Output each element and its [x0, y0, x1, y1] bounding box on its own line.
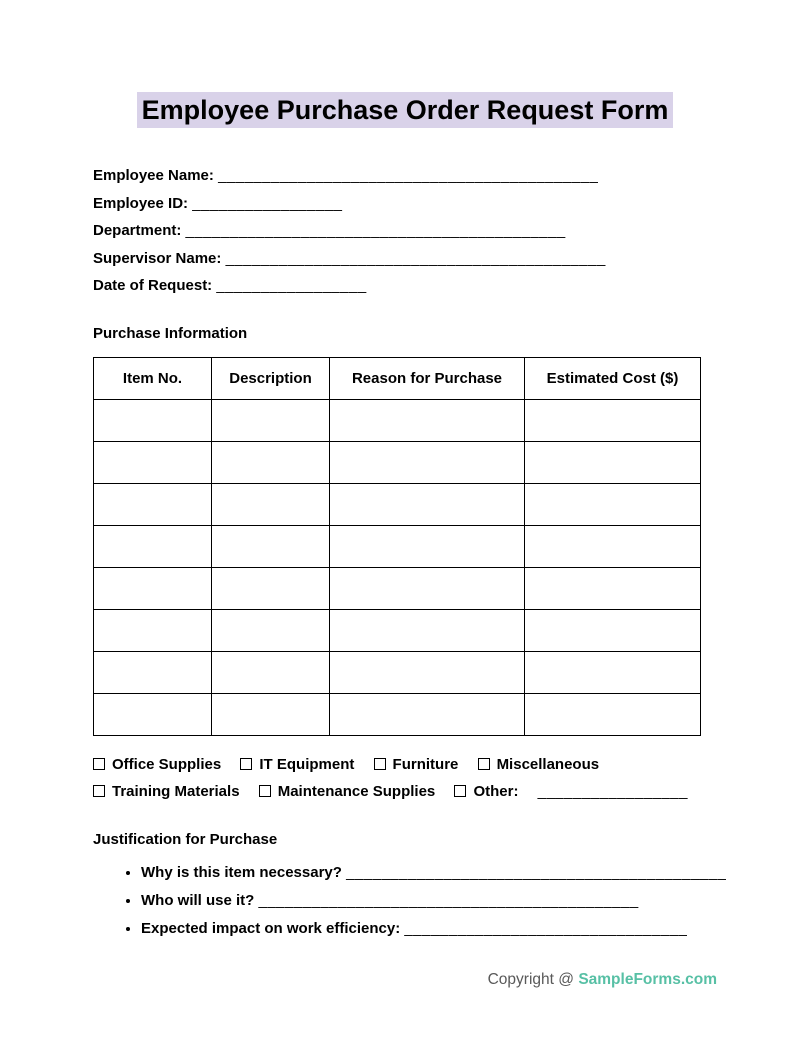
column-header-reason: Reason for Purchase	[330, 357, 525, 399]
header-fields	[93, 162, 717, 300]
checkbox-icon[interactable]	[454, 785, 466, 797]
table-row	[94, 693, 701, 735]
checkbox-label: Maintenance Supplies	[277, 783, 436, 801]
field-label: Employee Name:	[93, 167, 214, 185]
justification-blank[interactable]: ___________________________________________	[258, 891, 639, 909]
checkbox-icon[interactable]	[93, 758, 105, 770]
table-cell[interactable]	[212, 567, 330, 609]
table-cell[interactable]	[330, 399, 525, 441]
field-supervisor-name	[93, 245, 717, 273]
table-cell[interactable]	[525, 525, 701, 567]
field-label: Employee ID:	[93, 194, 189, 212]
table-cell[interactable]	[330, 525, 525, 567]
field-employee-id	[93, 190, 717, 218]
table-cell[interactable]	[212, 693, 330, 735]
purchase-information-heading: Purchase Information	[93, 324, 248, 342]
table-cell[interactable]	[212, 399, 330, 441]
checkbox-icon[interactable]	[240, 758, 252, 770]
purchase-table-body	[94, 399, 701, 735]
table-cell[interactable]	[212, 483, 330, 525]
table-cell[interactable]	[94, 483, 212, 525]
column-header-estimated-cost: Estimated Cost ($)	[525, 357, 701, 399]
purchase-table-header	[94, 357, 701, 399]
table-cell[interactable]	[212, 609, 330, 651]
justification-blank[interactable]: ___________________________________________	[346, 863, 727, 881]
checkbox-label: IT Equipment	[259, 755, 355, 773]
table-row	[94, 441, 701, 483]
table-cell[interactable]	[94, 441, 212, 483]
table-cell[interactable]	[330, 567, 525, 609]
category-checkboxes	[93, 751, 717, 806]
checkbox-training-materials[interactable]	[93, 783, 240, 800]
table-cell[interactable]	[212, 441, 330, 483]
field-label: Department:	[93, 222, 182, 240]
table-cell[interactable]	[525, 609, 701, 651]
checkbox-icon[interactable]	[259, 785, 271, 797]
table-row	[94, 525, 701, 567]
field-blank[interactable]: ___________________________________________	[218, 167, 599, 185]
table-cell[interactable]	[330, 651, 525, 693]
table-row	[94, 399, 701, 441]
field-blank[interactable]: _________________	[192, 194, 343, 212]
field-department	[93, 217, 717, 245]
table-cell[interactable]	[94, 525, 212, 567]
field-label: Date of Request:	[93, 277, 213, 295]
justification-label: Why is this item necessary?	[141, 863, 342, 881]
checkbox-office-supplies[interactable]	[93, 756, 221, 773]
justification-list	[114, 863, 727, 939]
justification-label: Expected impact on work efficiency:	[141, 919, 401, 937]
justification-item-impact	[141, 919, 717, 939]
checkbox-label: Other:	[473, 783, 519, 801]
category-row-2	[93, 778, 717, 806]
table-cell[interactable]	[212, 651, 330, 693]
table-cell[interactable]	[212, 525, 330, 567]
field-blank[interactable]: ___________________________________________	[185, 222, 566, 240]
checkbox-it-equipment[interactable]	[240, 756, 354, 773]
checkbox-label: Training Materials	[112, 783, 240, 801]
table-cell[interactable]	[330, 441, 525, 483]
table-cell[interactable]	[94, 399, 212, 441]
field-blank[interactable]: _________________	[216, 277, 367, 295]
column-header-description: Description	[212, 357, 330, 399]
purchase-table	[93, 357, 701, 736]
table-cell[interactable]	[525, 567, 701, 609]
table-cell[interactable]	[330, 483, 525, 525]
footer-link[interactable]: SampleForms.com	[578, 970, 717, 988]
title-container	[93, 0, 717, 128]
table-cell[interactable]	[525, 441, 701, 483]
table-cell[interactable]	[525, 483, 701, 525]
column-header-item-no: Item No.	[94, 357, 212, 399]
table-cell[interactable]	[525, 651, 701, 693]
justification-item-who	[141, 891, 717, 911]
justification-blank[interactable]: ________________________________	[404, 919, 688, 937]
table-row	[94, 651, 701, 693]
table-cell[interactable]	[330, 693, 525, 735]
table-cell[interactable]	[330, 609, 525, 651]
justification-item-necessary	[141, 863, 727, 883]
checkbox-label: Office Supplies	[112, 755, 222, 773]
copyright-text: Copyright @	[487, 970, 574, 988]
table-cell[interactable]	[94, 567, 212, 609]
field-date-of-request	[93, 272, 717, 300]
table-header-row	[94, 357, 701, 399]
checkbox-label: Furniture	[392, 755, 459, 773]
justification-heading: Justification for Purchase	[93, 830, 278, 848]
checkbox-icon[interactable]	[478, 758, 490, 770]
checkbox-miscellaneous[interactable]	[478, 756, 600, 773]
category-row-1	[93, 751, 717, 779]
checkbox-furniture[interactable]	[374, 756, 459, 773]
field-blank[interactable]: ___________________________________________	[225, 249, 606, 267]
table-cell[interactable]	[525, 399, 701, 441]
checkbox-label: Miscellaneous	[496, 755, 600, 773]
table-cell[interactable]	[525, 693, 701, 735]
table-row	[94, 483, 701, 525]
checkbox-other[interactable]	[454, 783, 518, 800]
table-cell[interactable]	[94, 651, 212, 693]
checkbox-icon[interactable]	[374, 758, 386, 770]
other-blank[interactable]: _________________	[537, 783, 688, 801]
table-cell[interactable]	[94, 609, 212, 651]
table-row	[94, 567, 701, 609]
checkbox-maintenance-supplies[interactable]	[259, 783, 436, 800]
table-row	[94, 609, 701, 651]
table-cell[interactable]	[94, 693, 212, 735]
checkbox-icon[interactable]	[93, 785, 105, 797]
field-employee-name	[93, 162, 717, 190]
justification-label: Who will use it?	[141, 891, 255, 909]
footer	[93, 971, 717, 989]
field-label: Supervisor Name:	[93, 249, 222, 267]
page-title: Employee Purchase Order Request Form	[137, 92, 674, 128]
